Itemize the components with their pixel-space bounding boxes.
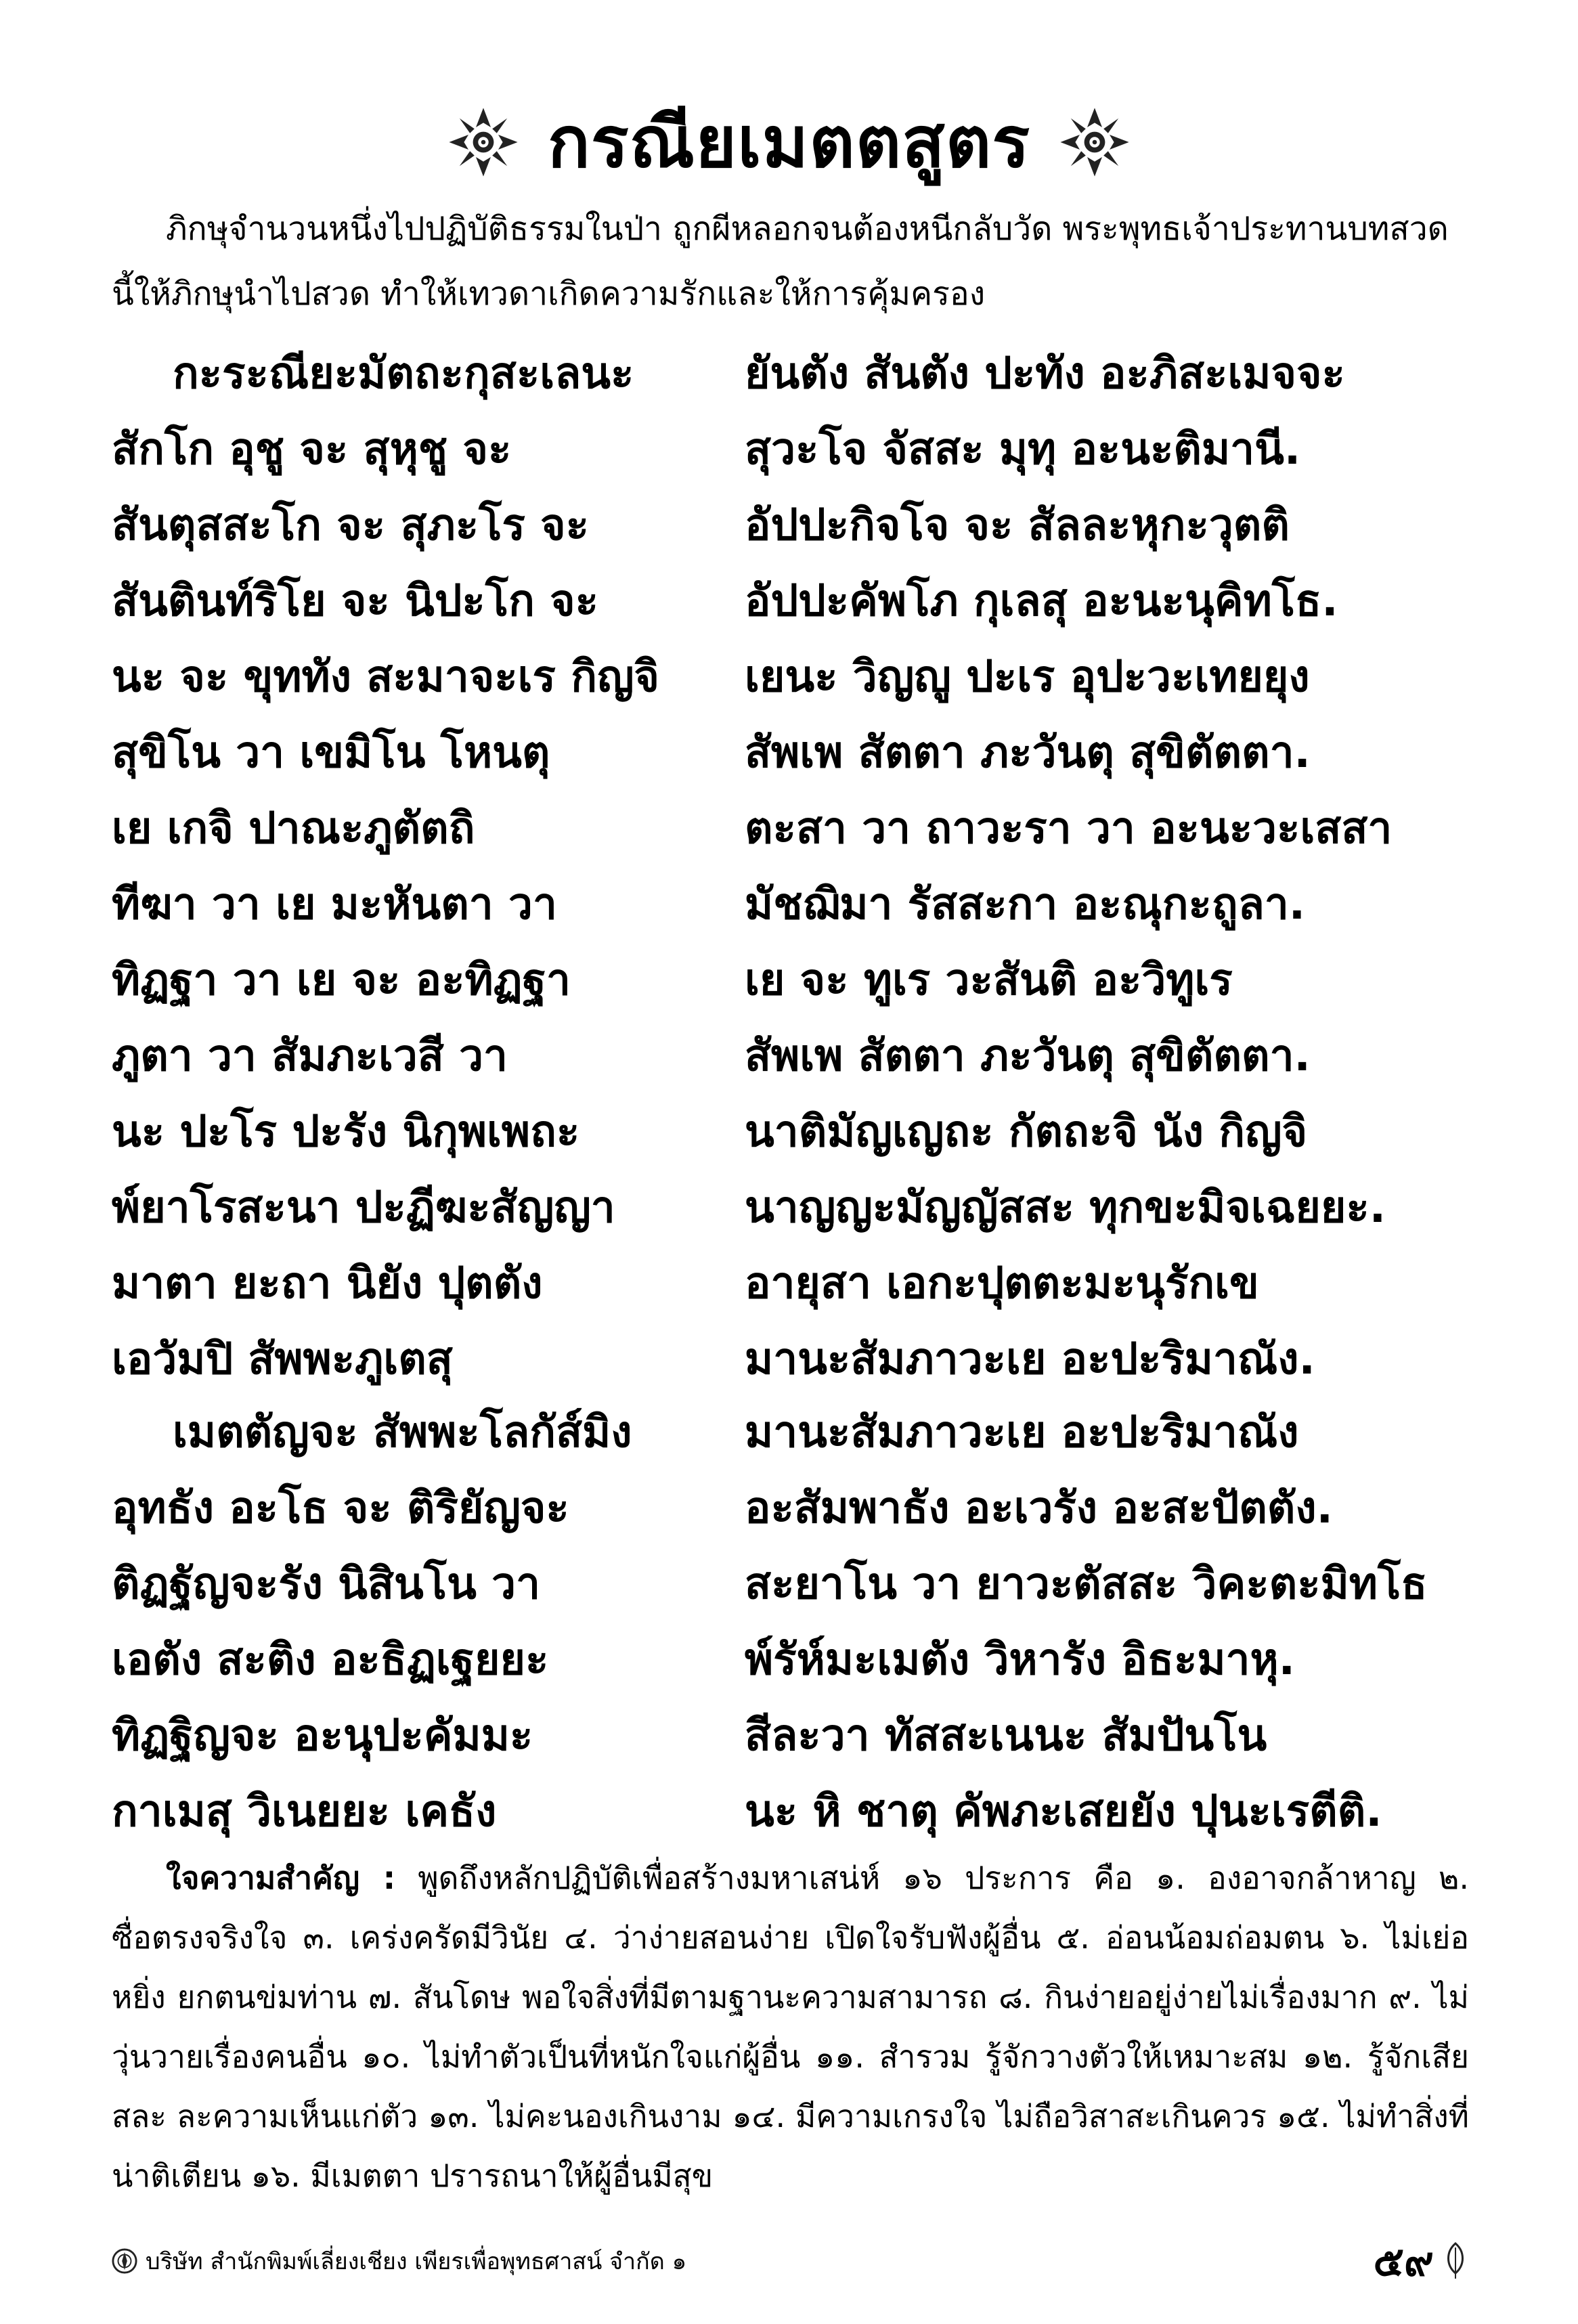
chant-line: เมตตัญจะ สัพพะโลกัส์มิง	[173, 1407, 632, 1457]
chant-line: อุทธัง อะโธ จะ ติริยัญจะ	[112, 1483, 569, 1533]
publisher-logo-icon	[112, 2248, 137, 2274]
chant-line: สัพเพ สัตตา ภะวันตุ สุขิตัตตา.	[745, 728, 1311, 778]
chant-line: กะระณียะมัตถะกุสะเลนะ	[173, 349, 634, 399]
floral-ornament-icon	[446, 105, 521, 179]
chant-line: เอวัมปิ สัพพะภูเตสุ	[112, 1334, 453, 1384]
summary-label: ใจความสำคัญ :	[166, 1860, 396, 1896]
chant-line: ทิฏฐิญจะ อะนุปะคัมมะ	[112, 1711, 533, 1761]
intro-paragraph	[112, 196, 1469, 326]
chant-part-1	[112, 336, 1469, 1397]
chant-line: สักโก อุชู จะ สุหุชู จะ	[112, 424, 512, 475]
summary-text: พูดถึงหลักปฏิบัติเพื่อสร้างมหาเสน่ห์ ๑๖ ประการ คือ ๑. องอาจกล้าหาญ ๒. ซื่อตรงจริงใจ ๓. เคร่งครัดมีวินัย ๔. ว่าง่ายสอนง่าย เปิดใจรับฟังผู้อื่น ๕. อ่อนน้อมถ่อมตน ๖. ไม่เย่อหยิ่ง ยกตนข่มท่าน ๗. สันโดษ พอใจสิ่งที่มีตามฐานะความสามารถ ๘. กินง่ายอยู่ง่ายไม่เรื่องมาก ๙. ไม่วุ่นวายเรื่องคนอื่น ๑๐. ไม่ทำตัวเป็นที่หนักใจแก่ผู้อื่น ๑๑. สำรวม รู้จักวางตัวให้เหมาะสม ๑๒. รู้จักเสียสละ ละความเห็นแก่ตัว ๑๓. ไม่คะนองเกินงาม ๑๔. มีความเกรงใจ ไม่ถือวิสาสะเกินควร ๑๕. ไม่ทำสิ่งที่น่าติเตียน ๑๖. มีเมตตา ปรารถนาให้ผู้อื่นมีสุข	[112, 1860, 1469, 2194]
page-number-block	[1374, 2229, 1469, 2294]
chant-line: เอตัง สะติง อะธิฏเฐยยะ	[112, 1635, 549, 1685]
chant-line: พ์รัห์มะเมตัง วิหารัง อิธะมาหุ.	[745, 1635, 1295, 1685]
chant-line: สัพเพ สัตตา ภะวันตุ สุขิตัตตา.	[745, 1031, 1311, 1081]
chant-line: สีละวา ทัสสะเนนะ สัมปันโน	[745, 1711, 1267, 1761]
page-footer	[112, 2234, 1469, 2288]
chant-line: นะ จะ ขุททัง สะมาจะเร กิญจิ	[112, 652, 659, 702]
chant-line: เย เกจิ ปาณะภูตัตถิ	[112, 804, 475, 854]
chant-line: ตะสา วา ถาวะรา วา อะนะวะเสสา	[745, 804, 1393, 854]
chant-line: นาญญะมัญญัสสะ ทุกขะมิจเฉยยะ.	[745, 1183, 1386, 1233]
chant-line: อายุสา เอกะปุตตะมะนุรักเข	[745, 1258, 1259, 1309]
chant-line: ภูตา วา สัมภะเวสี วา	[112, 1031, 508, 1081]
chant-line: ติฏฐัญจะรัง นิสินโน วา	[112, 1559, 540, 1609]
chant-line: สุขิโน วา เขมิโน โหนตุ	[112, 728, 550, 778]
chant-line: อัปปะกิจโจ จะ สัลละหุกะวุตติ	[745, 500, 1290, 550]
chant-line: เยนะ วิญญู ปะเร อุปะวะเทยยุง	[745, 652, 1310, 702]
chant-line: พ์ยาโรสะนา ปะฏีฆะสัญญา	[112, 1183, 615, 1233]
chant-line: อะสัมพาธัง อะเวรัง อะสะปัตตัง.	[745, 1483, 1333, 1533]
summary-body	[112, 1848, 1469, 2206]
chant-line: มาตา ยะถา นิยัง ปุตตัง	[112, 1258, 543, 1309]
chant-line: กาเมสุ วิเนยยะ เคธัง	[112, 1786, 497, 1837]
floral-ornament-icon	[1057, 105, 1132, 179]
chant-line: อัปปะคัพโภ กุเลสุ อะนะนุคิทโธ.	[745, 576, 1338, 626]
chant-line: มานะสัมภาวะเย อะปะริมาณัง.	[745, 1334, 1315, 1384]
chant-line: สันตินท์ริโย จะ นิปะโก จะ	[112, 576, 599, 626]
chant-line: มานะสัมภาวะเย อะปะริมาณัง	[745, 1407, 1299, 1457]
chant-line: นะ หิ ชาตุ คัพภะเสยยัง ปุนะเรตีติ.	[745, 1786, 1382, 1837]
chant-line: สันตุสสะโก จะ สุภะโร จะ	[112, 500, 589, 550]
chant-line: ยันตัง สันตัง ปะทัง อะภิสะเมจจะ	[745, 349, 1345, 399]
chant-part-2	[112, 1395, 1469, 1849]
chant-line: นะ ปะโร ปะรัง นิกุพเพถะ	[112, 1107, 580, 1157]
leaf-ornament-icon	[1442, 2242, 1469, 2280]
chant-line: เย จะ ทูเร วะสันติ อะวิทูเร	[745, 955, 1233, 1005]
chant-line: ทีฆา วา เย มะหันตา วา	[112, 879, 557, 929]
summary-paragraph	[112, 1848, 1469, 2206]
chant-line: ทิฏฐา วา เย จะ อะทิฏฐา	[112, 955, 571, 1005]
chant-line: มัชฌิมา รัสสะกา อะณุกะถูลา.	[745, 879, 1306, 929]
chant-line: สุวะโจ จัสสะ มุทุ อะนะติมานี.	[745, 424, 1301, 475]
chant-line: นาติมัญเญถะ กัตถะจิ นัง กิญจิ	[745, 1107, 1308, 1157]
page-number: ๕๙	[1373, 2237, 1434, 2285]
title-row	[0, 88, 1578, 196]
publisher-name: บริษัท สำนักพิมพ์เลี่ยงเชียง เพียรเพื่อพุทธศาสน์ จำกัด ๑	[146, 2248, 687, 2275]
intro-text: ภิกษุจำนวนหนึ่งไปปฏิบัติธรรมในป่า ถูกผีหลอกจนต้องหนีกลับวัด พระพุทธเจ้าประทานบทสวดนี้ให้ภิกษุนำไปสวด ทำให้เทวดาเกิดความรักและให้การคุ้มครอง	[112, 210, 1449, 313]
page-title: กรณียเมตตสูตร	[547, 101, 1031, 183]
chant-line: สะยาโน วา ยาวะตัสสะ วิคะตะมิทโธ	[745, 1559, 1428, 1609]
